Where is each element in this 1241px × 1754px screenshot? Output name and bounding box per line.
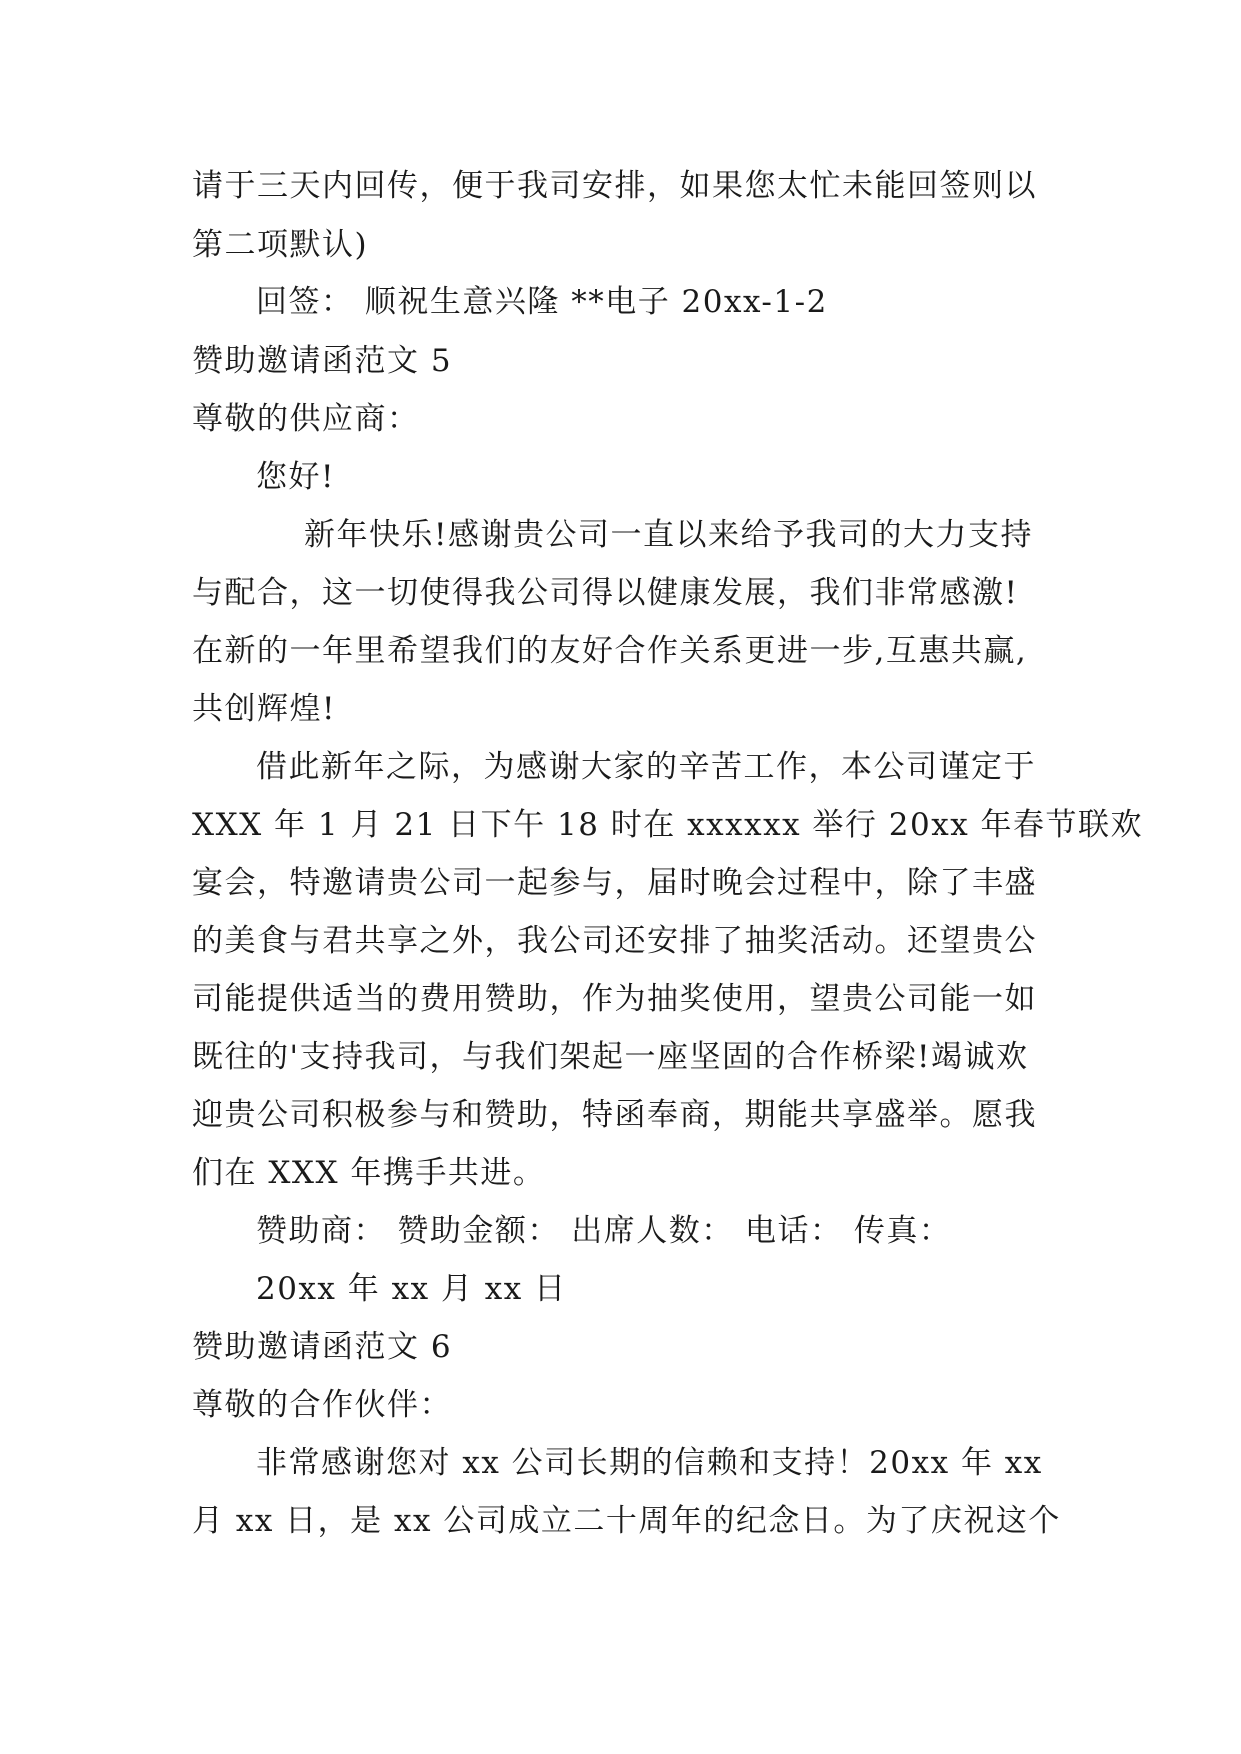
text-line: 迎贵公司积极参与和赞助，特函奉商，期能共享盛举。愿我 [192, 1097, 1037, 1133]
salutation: 尊敬的供应商： [192, 401, 420, 437]
text-line: 回签： 顺祝生意兴隆 **电子 20xx-1-2 [256, 284, 828, 320]
text-line: 既往的'支持我司，与我们架起一座坚固的合作桥梁!竭诚欢 [192, 1039, 1029, 1075]
text-line: 借此新年之际，为感谢大家的辛苦工作，本公司谨定于 [256, 749, 1036, 785]
form-fields-line: 赞助商： 赞助金额： 出席人数： 电话： 传真： [256, 1213, 952, 1249]
section-heading: 赞助邀请函范文 6 [192, 1329, 453, 1365]
text-line: 共创辉煌! [192, 691, 336, 727]
section-heading: 赞助邀请函范文 5 [192, 343, 453, 379]
text-line: 第二项默认) [192, 227, 369, 263]
greeting: 您好! [256, 459, 335, 495]
text-line: 们在 XXX 年携手共进。 [192, 1155, 546, 1191]
text-line: 司能提供适当的费用赞助，作为抽奖使用，望贵公司能一如 [192, 981, 1037, 1017]
text-line: 的美食与君共享之外，我公司还安排了抽奖活动。还望贵公 [192, 923, 1037, 959]
text-line: 请于三天内回传，便于我司安排，如果您太忙未能回签则以 [192, 168, 1037, 204]
text-line: 月 xx 日，是 xx 公司成立二十周年的纪念日。为了庆祝这个 [192, 1503, 1061, 1539]
text-line: 非常感谢您对 xx 公司长期的信赖和支持！20xx 年 xx [256, 1445, 1043, 1481]
text-line: 新年快乐!感谢贵公司一直以来给予我司的大力支持 [304, 517, 1033, 553]
text-line: XXX 年 1 月 21 日下午 18 时在 xxxxxx 举行 20xx 年春节联欢 [192, 807, 1144, 843]
text-line: 在新的一年里希望我们的友好合作关系更进一步,互惠共赢, [192, 633, 1028, 669]
salutation: 尊敬的合作伙伴： [192, 1387, 452, 1423]
text-line: 宴会，特邀请贵公司一起参与，届时晚会过程中，除了丰盛 [192, 865, 1037, 901]
text-line: 与配合，这一切使得我公司得以健康发展，我们非常感激! [192, 575, 1019, 611]
date-line: 20xx 年 xx 月 xx 日 [256, 1271, 567, 1307]
